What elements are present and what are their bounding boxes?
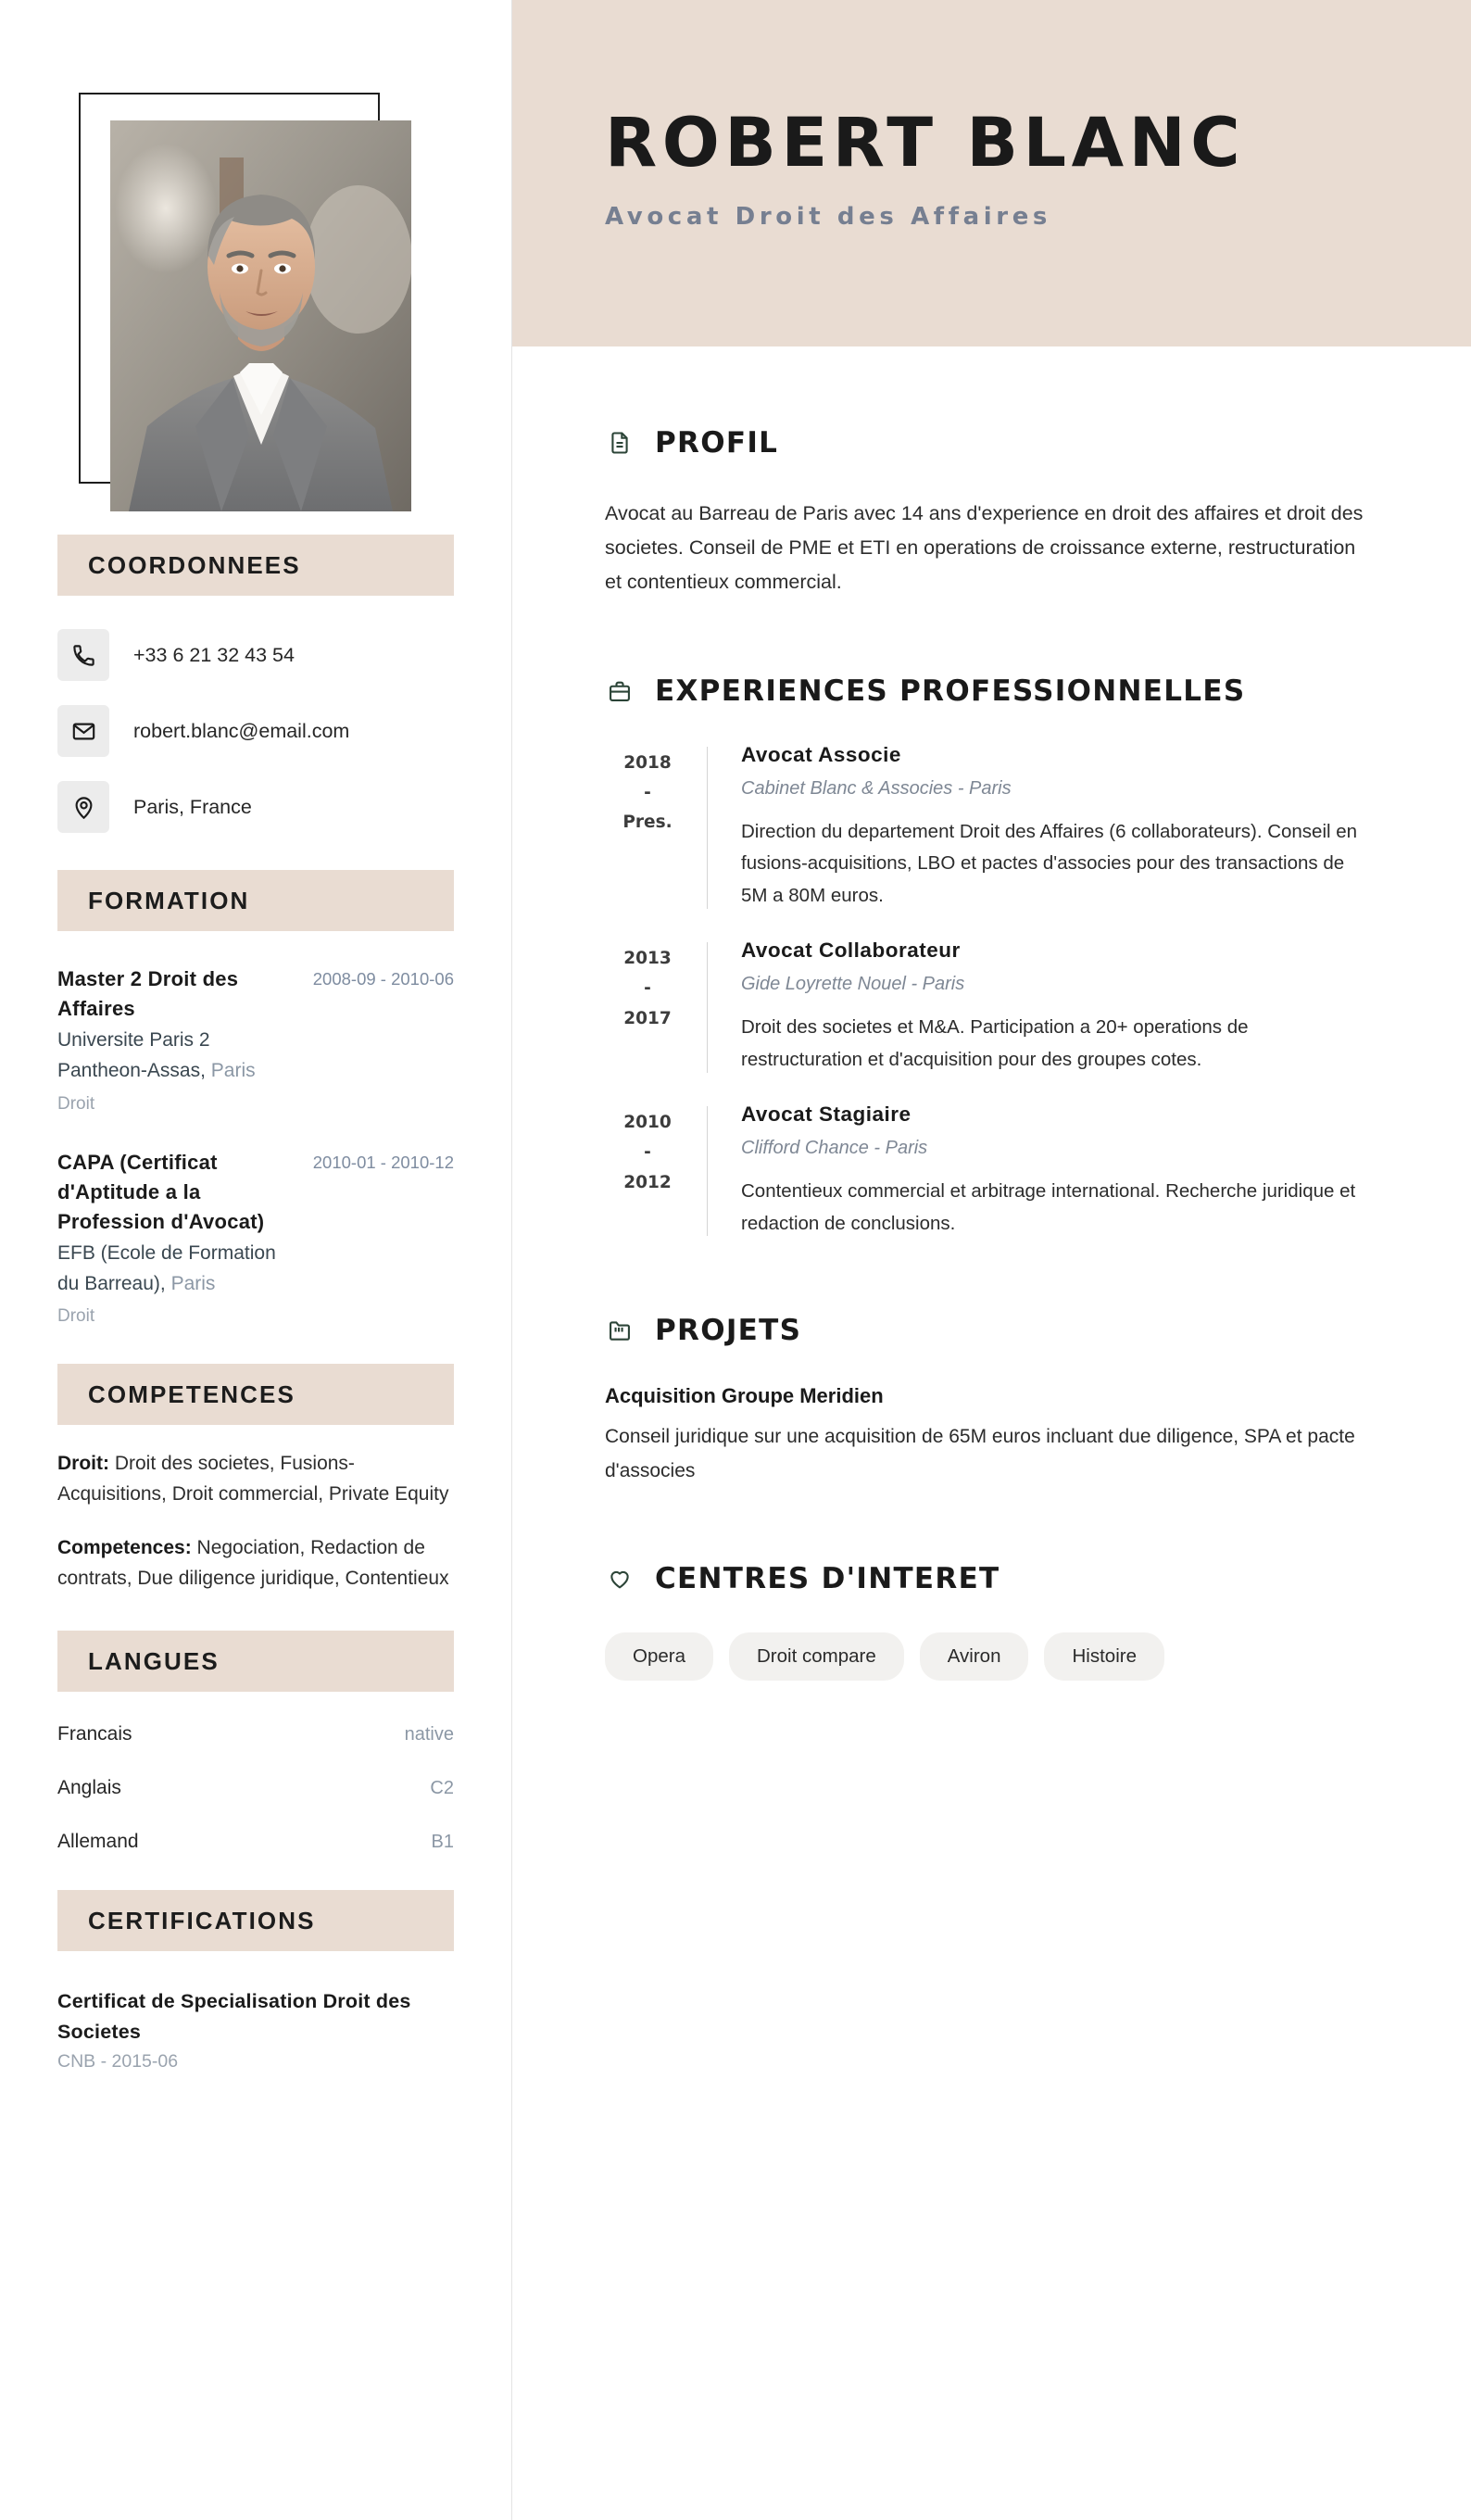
language-name: Allemand xyxy=(57,1831,139,1853)
profile-summary: Avocat au Barreau de Paris avec 14 ans d'experience en droit des affaires et droit des societes. Conseil de PME et ETI en operations de croissance externe, restructuration et contentieux commercial. xyxy=(605,502,1364,594)
main-column xyxy=(512,0,1471,2520)
avatar xyxy=(110,120,411,511)
language-name: Francais xyxy=(57,1723,132,1745)
experience-title: Avocat Associe xyxy=(741,742,901,766)
education-school-name: EFB (Ecole de Formation du Barreau) xyxy=(57,1241,276,1295)
section-title: FORMATION xyxy=(88,886,250,914)
contact-value-email: robert.blanc@email.com xyxy=(133,719,350,742)
project-name: Acquisition Groupe Meridien xyxy=(605,1384,884,1408)
contact-value-location: Paris, France xyxy=(133,795,252,818)
language-row xyxy=(57,1723,454,1745)
section-title: CENTRES D'INTERET xyxy=(655,1561,1000,1595)
profile-photo-block xyxy=(57,85,454,498)
education-location-sep: , xyxy=(200,1060,211,1082)
certification-name: Certificat de Specialisation Droit des Societes xyxy=(57,1990,411,2043)
experience-start: 2018 xyxy=(623,752,672,773)
skill-group xyxy=(57,1449,454,1509)
page-subtitle: Avocat Droit des Affaires xyxy=(605,203,1052,231)
education-location: Paris xyxy=(210,1060,256,1082)
section-title: EXPERIENCES PROFESSIONNELLES xyxy=(655,674,1246,708)
experience-start: 2013 xyxy=(623,949,672,969)
section-header-profil xyxy=(605,426,1374,460)
skill-group-label: Droit: xyxy=(57,1453,109,1475)
experience-end: Pres. xyxy=(622,813,673,833)
experience-company: Gide Loyrette Nouel - Paris xyxy=(741,974,965,995)
experience-item xyxy=(605,743,1374,914)
language-row xyxy=(57,1777,454,1799)
heart-icon xyxy=(605,1564,635,1594)
education-dates: 2008-09 - 2010-06 xyxy=(312,969,454,989)
phone-icon xyxy=(57,629,109,681)
contact-item-phone[interactable] xyxy=(57,629,454,681)
hero-banner xyxy=(512,0,1471,346)
language-level: B1 xyxy=(431,1832,454,1853)
section-header-interets xyxy=(605,1562,1374,1595)
page-title: ROBERT BLANC xyxy=(605,104,1246,183)
contact-item-location[interactable] xyxy=(57,781,454,833)
project-description: Conseil juridique sur une acquisition de 65M euros incluant due diligence, SPA et pacte d'associes xyxy=(605,1426,1355,1481)
contact-list xyxy=(57,629,454,833)
experience-start: 2010 xyxy=(623,1112,672,1132)
section-title: CERTIFICATIONS xyxy=(88,1906,316,1934)
experience-title: Avocat Collaborateur xyxy=(741,939,961,963)
experience-title: Avocat Stagiaire xyxy=(741,1102,912,1126)
experience-description: Droit des societes et M&A. Participation a 20+ operations de restructuration et d'acquisition pour des groupes cotes. xyxy=(741,1016,1249,1070)
experience-end: 2017 xyxy=(623,1008,672,1028)
skill-group-value: Negociation, Redaction de contrats, Due diligence juridique, Contentieux xyxy=(57,1537,449,1589)
experience-date-separator: - xyxy=(644,782,651,802)
education-school xyxy=(57,1025,294,1086)
contact-value-phone: +33 6 21 32 43 54 xyxy=(133,643,295,666)
section-header-langues xyxy=(57,1631,454,1692)
sidebar xyxy=(0,0,512,2520)
section-projets xyxy=(605,1314,1374,1487)
section-profil xyxy=(605,426,1374,600)
experience-date-separator: - xyxy=(644,978,651,999)
section-title: LANGUES xyxy=(88,1646,220,1675)
contact-item-email[interactable] xyxy=(57,705,454,757)
experience-description: Direction du departement Droit des Affaires (6 collaborateurs). Conseil en fusions-acquisitions, LBO et pactes d'associes pour des transactions de 5M a 80M euros. xyxy=(741,820,1358,907)
language-level: native xyxy=(404,1724,454,1745)
document-icon xyxy=(605,428,635,458)
experience-company: Clifford Chance - Paris xyxy=(741,1137,928,1158)
certification-meta: CNB - 2015-06 xyxy=(57,2050,179,2072)
experience-description: Contentieux commercial et arbitrage international. Recherche juridique et redaction de conclusions. xyxy=(741,1179,1356,1234)
language-row xyxy=(57,1831,454,1853)
folder-icon xyxy=(605,1316,635,1345)
education-field: Droit xyxy=(57,1093,95,1114)
experience-end: 2012 xyxy=(623,1172,672,1192)
section-header-certifications xyxy=(57,1890,454,1951)
education-degree: CAPA (Certificat d'Aptitude a la Profession d'Avocat) xyxy=(57,1150,265,1233)
skill-group-label: Competences: xyxy=(57,1537,192,1559)
interest-chip[interactable]: Opera xyxy=(605,1632,713,1681)
education-field: Droit xyxy=(57,1306,95,1327)
interest-chip[interactable]: Histoire xyxy=(1044,1632,1164,1681)
education-item xyxy=(57,1148,454,1328)
experience-item xyxy=(605,1102,1374,1241)
briefcase-icon xyxy=(605,676,635,706)
language-level: C2 xyxy=(430,1778,454,1799)
interest-chip-list xyxy=(605,1632,1374,1681)
envelope-icon xyxy=(57,705,109,757)
section-experiences xyxy=(605,674,1374,1241)
section-header-projets xyxy=(605,1314,1374,1347)
language-name: Anglais xyxy=(57,1777,121,1799)
section-title: PROFIL xyxy=(655,426,779,460)
section-header-formation xyxy=(57,870,454,931)
experience-company: Cabinet Blanc & Associes - Paris xyxy=(741,777,1012,799)
education-location-sep: , xyxy=(159,1273,171,1295)
experience-list xyxy=(605,743,1374,1241)
project-item xyxy=(605,1384,1374,1487)
interest-chip[interactable]: Aviron xyxy=(920,1632,1029,1681)
experience-dates xyxy=(605,1102,690,1241)
interest-chip[interactable]: Droit compare xyxy=(729,1632,904,1681)
experience-item xyxy=(605,939,1374,1077)
section-interets xyxy=(605,1562,1374,1681)
section-header-experiences xyxy=(605,674,1374,708)
education-school-name: Universite Paris 2 Pantheon-Assas xyxy=(57,1029,210,1082)
education-degree: Master 2 Droit des Affaires xyxy=(57,967,239,1021)
experience-date-separator: - xyxy=(644,1142,651,1163)
skill-group-value: Droit des societes, Fusions-Acquisitions, Droit commercial, Private Equity xyxy=(57,1453,449,1505)
education-dates: 2010-01 - 2010-12 xyxy=(312,1152,454,1172)
section-header-competences xyxy=(57,1364,454,1425)
section-title: COMPETENCES xyxy=(88,1380,295,1408)
section-title: PROJETS xyxy=(655,1314,802,1348)
education-school xyxy=(57,1238,294,1299)
experience-dates xyxy=(605,939,690,1077)
certification-item xyxy=(57,1986,454,2073)
section-header-coordonnees xyxy=(57,535,454,596)
education-item xyxy=(57,964,454,1115)
skill-group xyxy=(57,1533,454,1594)
experience-dates xyxy=(605,743,690,914)
education-location: Paris xyxy=(170,1273,216,1295)
location-pin-icon xyxy=(57,781,109,833)
section-title: COORDONNEES xyxy=(88,550,301,579)
